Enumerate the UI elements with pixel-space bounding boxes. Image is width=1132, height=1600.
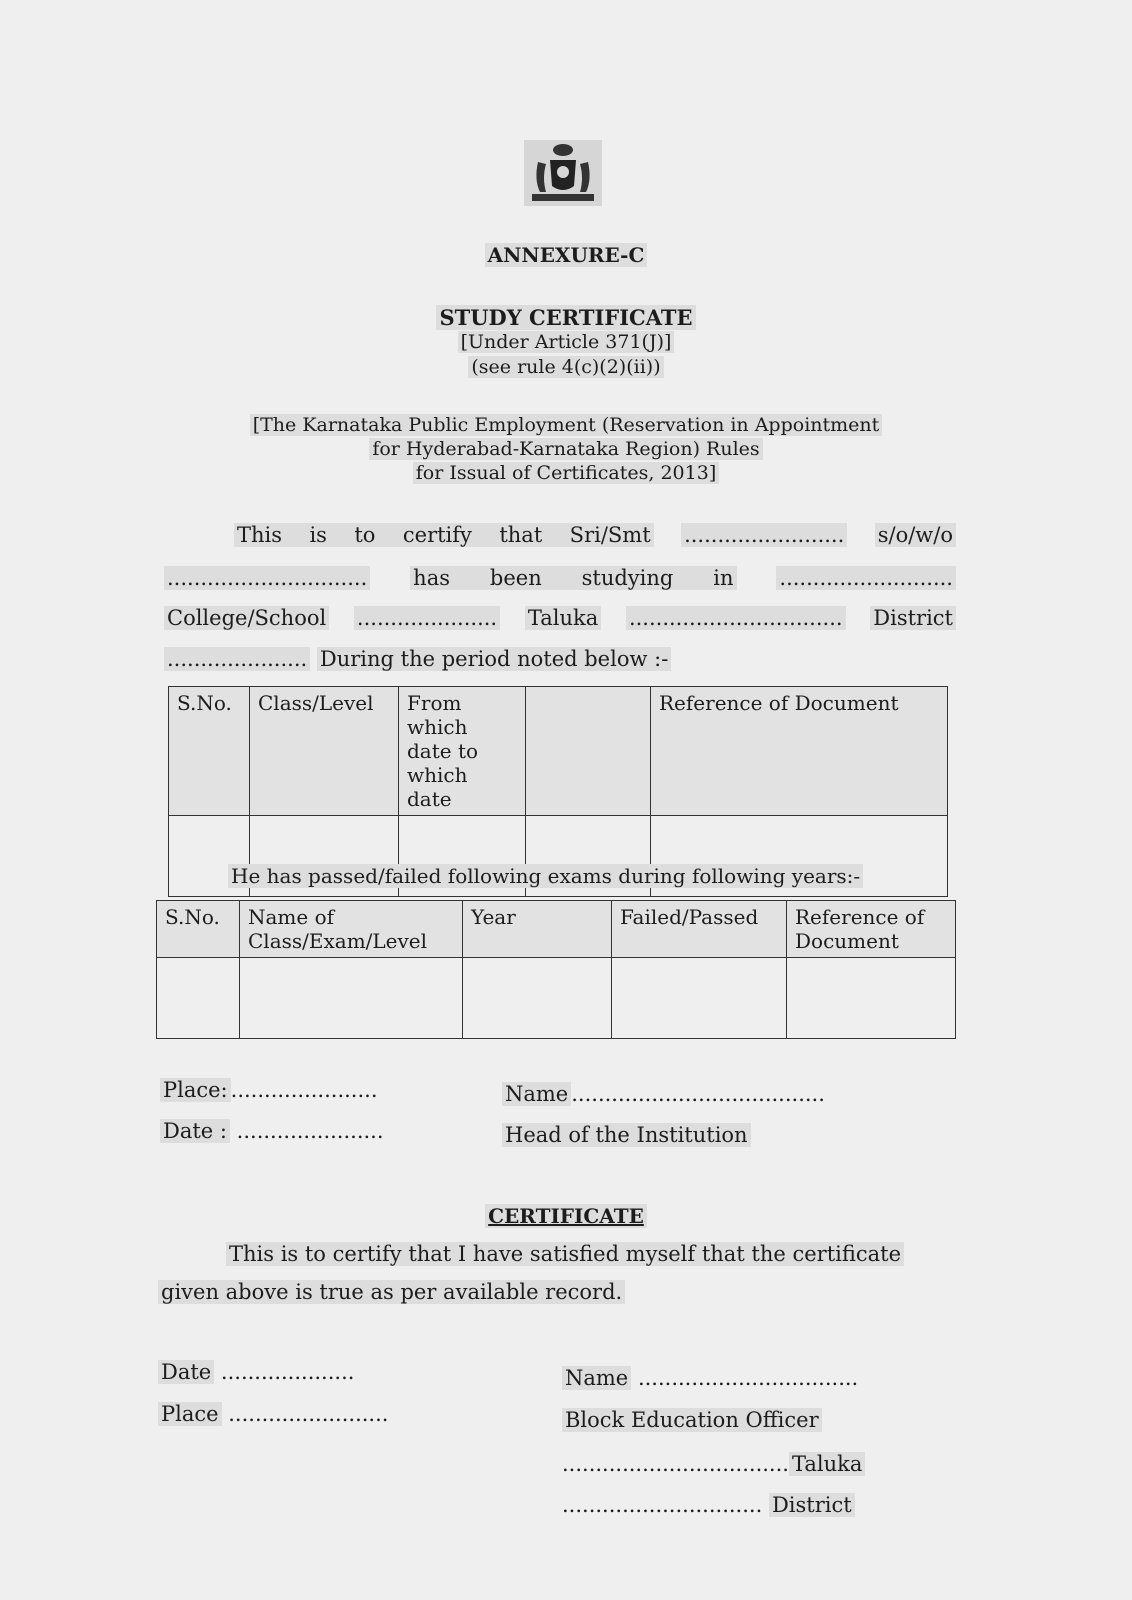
date-field-2: Date .................... <box>158 1360 354 1384</box>
emblem-icon <box>524 140 602 206</box>
head-of-institution-label: Head of the Institution <box>502 1123 751 1147</box>
col-sno: S.No. <box>157 901 240 958</box>
certify-line-1: This is to certify that Sri/Smt ........................ s/o/w/o <box>234 523 956 547</box>
rules-line-1: [The Karnataka Public Employment (Reservation in Appointment <box>0 414 1132 436</box>
district-field: .............................. District <box>562 1493 855 1517</box>
certify-line-4: ..................... During the period noted below :- <box>164 647 956 671</box>
col-failed-passed: Failed/Passed <box>612 901 787 958</box>
table-header-row <box>157 901 956 958</box>
taluka-field: .................................. Taluka <box>562 1452 865 1476</box>
certificate-line-1: This is to certify that I have satisfied myself that the certificate <box>226 1242 904 1266</box>
date-field-1: Date : ...................... <box>160 1119 384 1143</box>
col-from-date: From which date to which date <box>399 687 526 816</box>
certify-line-3: College/School ..................... Taluka ................................ District <box>164 606 956 630</box>
col-reference: Reference of Document <box>651 687 948 816</box>
certificate-line-2: given above is true as per available record. <box>158 1280 625 1304</box>
cell-year[interactable] <box>463 958 612 1039</box>
col-reference: Reference of Document <box>787 901 956 958</box>
cell-sno[interactable] <box>157 958 240 1039</box>
karnataka-emblem <box>524 140 602 206</box>
rules-line-3: for Issual of Certificates, 2013] <box>0 462 1132 484</box>
table-header-row <box>169 687 948 816</box>
rules-line-2: for Hyderabad-Karnataka Region) Rules <box>0 438 1132 460</box>
certificate-title: CERTIFICATE <box>0 1204 1132 1228</box>
col-to-date <box>526 687 651 816</box>
col-class-level: Class/Level <box>250 687 399 816</box>
exams-table <box>156 900 956 1039</box>
col-exam-name: Name of Class/Exam/Level <box>240 901 463 958</box>
col-year: Year <box>463 901 612 958</box>
block-education-officer-label: Block Education Officer <box>562 1408 822 1432</box>
name-field-2: Name ................................. <box>562 1366 858 1390</box>
place-field-1: Place: ...................... <box>160 1078 378 1102</box>
table-row <box>157 958 956 1039</box>
col-sno: S.No. <box>169 687 250 816</box>
cell-reference[interactable] <box>787 958 956 1039</box>
cell-exam-name[interactable] <box>240 958 463 1039</box>
name-field-1: Name ...................................... <box>502 1082 825 1106</box>
place-field-2: Place ........................ <box>158 1402 388 1426</box>
certify-line-2: .............................. has been studying in .......................... <box>164 566 956 590</box>
exams-intro: He has passed/failed following exams during following years:- <box>228 864 863 888</box>
cell-failed-passed[interactable] <box>612 958 787 1039</box>
article-reference: [Under Article 371(J)] <box>0 331 1132 353</box>
study-certificate-title: STUDY CERTIFICATE <box>0 305 1132 330</box>
rule-reference: (see rule 4(c)(2)(ii)) <box>0 356 1132 378</box>
annexure-heading: ANNEXURE-C <box>0 243 1132 267</box>
